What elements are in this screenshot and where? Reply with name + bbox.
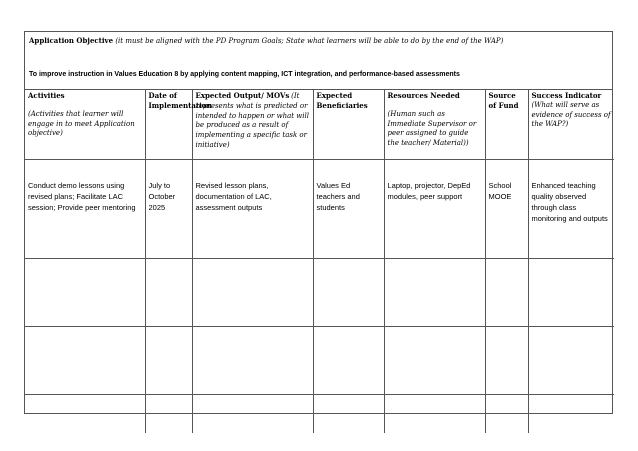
header-note: (What will serve as evidence of success of the WAP?) [531,100,611,129]
cell-source-of-fund: School MOOE [485,160,528,259]
empty-cell[interactable] [313,327,384,395]
empty-row [25,327,614,395]
empty-cell[interactable] [145,259,192,327]
header-beneficiaries [313,90,384,160]
cell-expected-output: Revised lesson plans, documentation of LAC, assessment outputs [192,160,313,259]
header-title: Date of Implementation [148,91,212,110]
empty-cell[interactable] [384,259,485,327]
empty-cell[interactable] [528,327,614,395]
empty-cell[interactable] [25,395,145,434]
header-resources [384,90,485,160]
cell-beneficiaries: Values Ed teachers and students [313,160,384,259]
empty-cell[interactable] [485,259,528,327]
header-source-of-fund [485,90,528,160]
application-objective-section [25,32,612,90]
header-title: Resources Needed [387,91,460,100]
empty-cell[interactable] [313,259,384,327]
empty-cell[interactable] [528,395,614,434]
header-title: Expected Output/ MOVs [195,91,290,100]
header-title: Activities [28,91,65,100]
empty-cell[interactable] [528,259,614,327]
objective-label: Application Objective [29,36,114,45]
table-row [25,160,614,259]
header-note: (It represents what is predicted or intended to happen or what will be produced as a result of implementing a specific task or initiative) [195,92,310,149]
header-activities [25,90,145,160]
objective-heading [29,36,608,45]
empty-cell[interactable] [485,327,528,395]
header-note: (Activities that learner will engage in to meet Application objective) [28,109,135,138]
empty-cell[interactable] [145,327,192,395]
header-title: Expected Beneficiaries [316,91,368,110]
empty-cell[interactable] [25,327,145,395]
empty-cell[interactable] [384,327,485,395]
header-title: Success Indicator [531,91,602,100]
header-success-indicator [528,90,614,160]
work-action-plan-table [24,31,613,414]
objective-text: To improve instruction in Values Education 8 by applying content mapping, ICT integration, and performance-based assessments [29,71,460,78]
header-note: (Human such as Immediate Supervisor or peer assigned to guide the teacher/ Material)) [387,109,477,148]
empty-cell[interactable] [192,395,313,434]
plan-grid [25,90,614,433]
empty-cell[interactable] [192,259,313,327]
objective-note: (it must be aligned with the PD Program Goals; State what learners will be able to do by the end of the WAP) [115,37,504,45]
empty-row [25,259,614,327]
header-title: Source of Fund [488,91,519,110]
empty-cell[interactable] [25,259,145,327]
cell-success-indicator: Enhanced teaching quality observed through class monitoring and outputs [528,160,614,259]
empty-cell[interactable] [145,395,192,434]
cell-date: July to October 2025 [145,160,192,259]
empty-cell[interactable] [485,395,528,434]
header-expected-output [192,90,313,160]
header-row [25,90,614,160]
empty-cell[interactable] [384,395,485,434]
empty-cell[interactable] [313,395,384,434]
header-date [145,90,212,160]
cell-activities: Conduct demo lessons using revised plans; Facilitate LAC session; Provide peer mentoring [25,160,145,259]
cell-resources: Laptop, projector, DepEd modules, peer support [384,160,485,259]
empty-row [25,395,614,434]
empty-cell[interactable] [192,327,313,395]
